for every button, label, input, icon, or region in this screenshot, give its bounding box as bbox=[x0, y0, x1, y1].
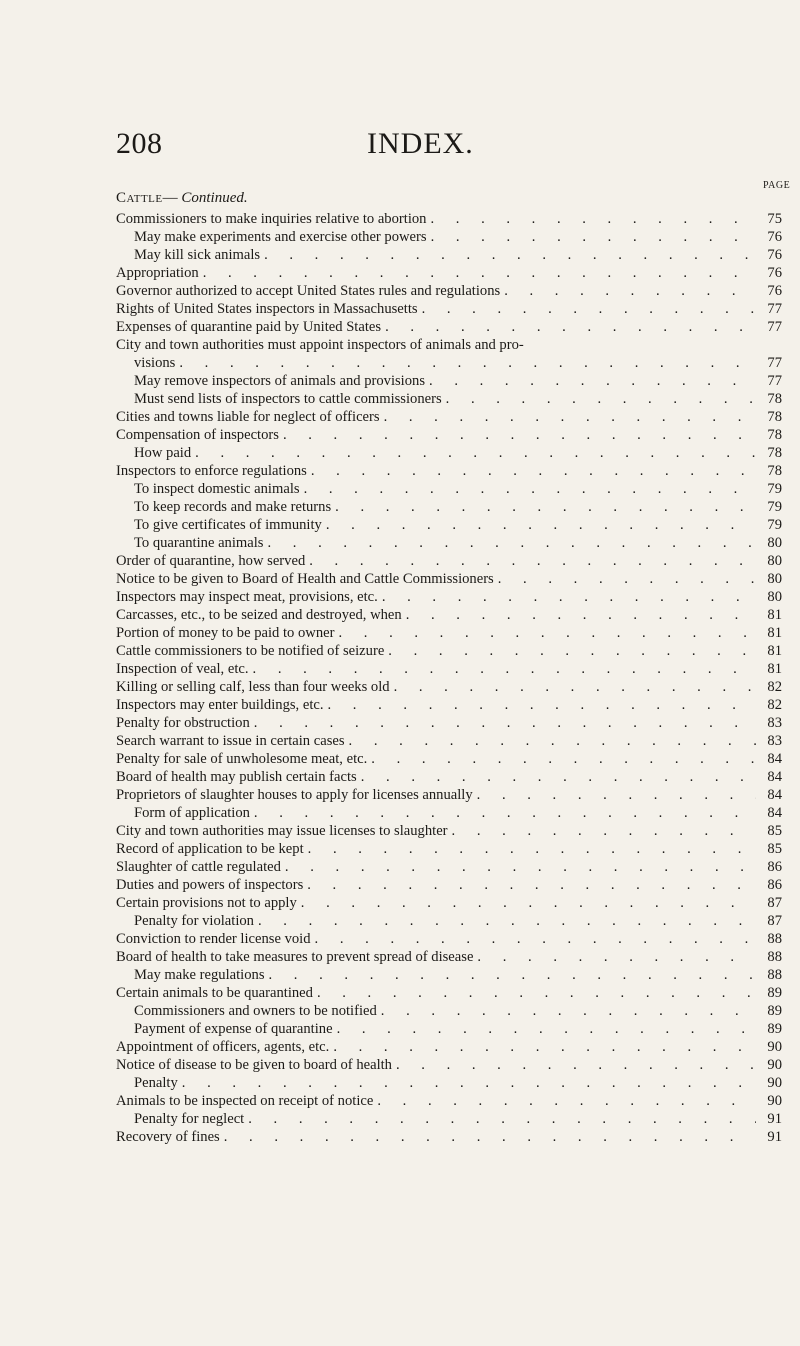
entry-text: May kill sick animals bbox=[134, 247, 261, 263]
entry-page-number: 85 bbox=[767, 823, 782, 839]
dot-leader bbox=[303, 876, 756, 894]
entry-text: Cattle commissioners to be notified of seizure bbox=[116, 643, 385, 659]
dot-leader bbox=[250, 804, 756, 822]
index-entry bbox=[116, 570, 782, 588]
index-entry bbox=[116, 372, 782, 390]
index-entry bbox=[116, 930, 782, 948]
entry-text: Penalty for sale of unwholesome meat, etc. bbox=[116, 751, 368, 767]
dot-leader bbox=[427, 228, 756, 246]
dot-leader bbox=[373, 1092, 756, 1110]
index-entry bbox=[116, 912, 782, 930]
dot-leader bbox=[402, 606, 756, 624]
entry-text: Payment of expense of quarantine bbox=[134, 1021, 333, 1037]
dot-leader bbox=[380, 408, 756, 426]
index-entry bbox=[116, 390, 782, 408]
dot-leader bbox=[331, 498, 756, 516]
index-entry bbox=[116, 246, 782, 264]
entry-page-number: 78 bbox=[767, 463, 782, 479]
entry-text: Appropriation bbox=[116, 265, 199, 281]
entry-page-number: 80 bbox=[767, 535, 782, 551]
index-entry bbox=[116, 840, 782, 858]
entry-page-number: 80 bbox=[767, 553, 782, 569]
entry-page-number: 87 bbox=[767, 913, 782, 929]
entry-text: Rights of United States inspectors in Massachusetts bbox=[116, 301, 418, 317]
index-entry bbox=[116, 786, 782, 804]
index-entry bbox=[116, 714, 782, 732]
dot-leader bbox=[473, 786, 756, 804]
section-heading-main: Cattle bbox=[116, 190, 163, 206]
entry-page-number: 88 bbox=[767, 967, 782, 983]
entry-text: Commissioners to make inquiries relative to abortion bbox=[116, 211, 427, 227]
index-entry bbox=[116, 534, 782, 552]
entry-text: Board of health to take measures to prevent spread of disease bbox=[116, 949, 474, 965]
entry-text: Appointment of officers, agents, etc. bbox=[116, 1039, 330, 1055]
dot-leader bbox=[199, 264, 756, 282]
dot-leader bbox=[313, 984, 756, 1002]
entry-text: Board of health may publish certain facts bbox=[116, 769, 357, 785]
entry-page-number: 84 bbox=[767, 751, 782, 767]
entry-text: To give certificates of immunity bbox=[134, 517, 322, 533]
entry-page-number: 83 bbox=[767, 733, 782, 749]
index-entry bbox=[116, 498, 782, 516]
entry-page-number: 84 bbox=[767, 769, 782, 785]
index-entry bbox=[116, 768, 782, 786]
dot-leader bbox=[324, 696, 757, 714]
dot-leader bbox=[418, 300, 756, 318]
entry-text: Cities and towns liable for neglect of officers bbox=[116, 409, 380, 425]
dot-leader bbox=[175, 354, 756, 372]
dot-leader bbox=[448, 822, 756, 840]
dot-leader bbox=[250, 714, 756, 732]
dot-leader bbox=[254, 912, 756, 930]
entry-text: Inspectors may inspect meat, provisions, etc. bbox=[116, 589, 378, 605]
dot-leader bbox=[392, 1056, 756, 1074]
entry-page-number: 80 bbox=[767, 571, 782, 587]
entry-page-number: 87 bbox=[767, 895, 782, 911]
index-entries bbox=[116, 210, 782, 1146]
index-entry bbox=[116, 210, 782, 228]
index-entry bbox=[116, 750, 782, 768]
section-heading bbox=[116, 190, 248, 207]
entry-page-number: 86 bbox=[767, 877, 782, 893]
entry-page-number: 77 bbox=[767, 355, 782, 371]
dot-leader bbox=[279, 426, 756, 444]
dot-leader bbox=[300, 480, 756, 498]
index-entry bbox=[116, 894, 782, 912]
index-entry bbox=[116, 1092, 782, 1110]
dot-leader bbox=[322, 516, 756, 534]
entry-text: Proprietors of slaughter houses to apply for licenses annually bbox=[116, 787, 473, 803]
dot-leader bbox=[191, 444, 756, 462]
entry-page-number: 76 bbox=[767, 265, 782, 281]
entry-text: Notice to be given to Board of Health and Cattle Commissioners bbox=[116, 571, 494, 587]
entry-text: Animals to be inspected on receipt of notice bbox=[116, 1093, 374, 1109]
entry-text: Penalty for neglect bbox=[134, 1111, 245, 1127]
entry-page-number: 88 bbox=[767, 931, 782, 947]
entry-text: Recovery of fines bbox=[116, 1129, 220, 1145]
dot-leader bbox=[473, 948, 756, 966]
entry-page-number: 79 bbox=[767, 481, 782, 497]
index-entry bbox=[116, 1128, 782, 1146]
dot-leader bbox=[263, 534, 756, 552]
entry-text: To inspect domestic animals bbox=[134, 481, 300, 497]
index-entry bbox=[116, 264, 782, 282]
index-entry bbox=[116, 606, 782, 624]
entry-page-number: 81 bbox=[767, 607, 782, 623]
entry-page-number: 79 bbox=[767, 499, 782, 515]
dot-leader bbox=[311, 930, 756, 948]
entry-page-number: 79 bbox=[767, 517, 782, 533]
entry-text: May make experiments and exercise other powers bbox=[134, 229, 427, 245]
entry-text: May make regulations bbox=[134, 967, 265, 983]
dot-leader bbox=[442, 390, 756, 408]
entry-text: visions bbox=[134, 355, 176, 371]
entry-text: City and town authorities may issue licenses to slaughter bbox=[116, 823, 448, 839]
entry-page-number: 77 bbox=[767, 373, 782, 389]
entry-text: Compensation of inspectors bbox=[116, 427, 279, 443]
index-entry bbox=[116, 228, 782, 246]
entry-page-number: 77 bbox=[767, 301, 782, 317]
entry-page-number: 90 bbox=[767, 1075, 782, 1091]
index-entry bbox=[116, 678, 782, 696]
entry-page-number: 89 bbox=[767, 1021, 782, 1037]
entry-text: To quarantine animals bbox=[134, 535, 264, 551]
entry-text: Inspection of veal, etc. bbox=[116, 661, 249, 677]
index-entry bbox=[116, 444, 782, 462]
section-heading-continued: Continued. bbox=[181, 190, 248, 206]
index-entry bbox=[116, 1110, 782, 1128]
entry-page-number: 81 bbox=[767, 661, 782, 677]
entry-page-number: 78 bbox=[767, 445, 782, 461]
entry-page-number: 82 bbox=[767, 697, 782, 713]
dot-leader bbox=[377, 1002, 756, 1020]
entry-text: Expenses of quarantine paid by United States bbox=[116, 319, 382, 335]
entry-page-number: 81 bbox=[767, 643, 782, 659]
entry-page-number: 90 bbox=[767, 1039, 782, 1055]
index-entry bbox=[116, 516, 782, 534]
index-entry bbox=[116, 480, 782, 498]
dot-leader bbox=[329, 1038, 756, 1056]
entry-page-number: 78 bbox=[767, 409, 782, 425]
entry-page-number: 91 bbox=[767, 1129, 782, 1145]
dot-leader bbox=[357, 768, 756, 786]
index-entry bbox=[116, 282, 782, 300]
index-entry bbox=[116, 624, 782, 642]
entry-text: Inspectors to enforce regulations bbox=[116, 463, 307, 479]
dot-leader bbox=[381, 318, 756, 336]
entry-page-number: 83 bbox=[767, 715, 782, 731]
entry-page-number: 76 bbox=[767, 247, 782, 263]
index-entry bbox=[116, 642, 782, 660]
entry-page-number: 90 bbox=[767, 1057, 782, 1073]
dot-leader bbox=[494, 570, 756, 588]
entry-page-number: 82 bbox=[767, 679, 782, 695]
entry-page-number: 90 bbox=[767, 1093, 782, 1109]
index-entry bbox=[116, 354, 782, 372]
index-entry bbox=[116, 732, 782, 750]
entry-text: Carcasses, etc., to be seized and destroyed, when bbox=[116, 607, 402, 623]
index-entry bbox=[116, 858, 782, 876]
entry-text: Order of quarantine, how served bbox=[116, 553, 306, 569]
entry-text: Inspectors may enter buildings, etc. bbox=[116, 697, 324, 713]
index-entry bbox=[116, 876, 782, 894]
entry-text: Governor authorized to accept United States rules and regulations bbox=[116, 283, 501, 299]
index-entry bbox=[116, 660, 782, 678]
entry-text: To keep records and make returns bbox=[134, 499, 332, 515]
entry-text: City and town authorities must appoint inspectors of animals and pro- bbox=[116, 337, 524, 353]
entry-text: Slaughter of cattle regulated bbox=[116, 859, 281, 875]
entry-text: Certain animals to be quarantined bbox=[116, 985, 313, 1001]
index-entry bbox=[116, 1002, 782, 1020]
dot-leader bbox=[425, 372, 756, 390]
entry-text: Penalty for obstruction bbox=[116, 715, 250, 731]
index-entry bbox=[116, 318, 782, 336]
section-heading-dash: — bbox=[162, 190, 182, 206]
dot-leader bbox=[244, 1110, 756, 1128]
index-entry bbox=[116, 948, 782, 966]
entry-text: Notice of disease to be given to board of health bbox=[116, 1057, 392, 1073]
index-entry bbox=[116, 552, 782, 570]
entry-page-number: 76 bbox=[767, 229, 782, 245]
index-entry bbox=[116, 1056, 782, 1074]
index-entry bbox=[116, 804, 782, 822]
entry-page-number: 85 bbox=[767, 841, 782, 857]
entry-page-number: 89 bbox=[767, 985, 782, 1001]
dot-leader bbox=[390, 678, 756, 696]
dot-leader bbox=[384, 642, 756, 660]
entry-page-number: 77 bbox=[767, 319, 782, 335]
dot-leader bbox=[378, 588, 756, 606]
index-entry bbox=[116, 336, 782, 354]
dot-leader bbox=[281, 858, 756, 876]
dot-leader bbox=[178, 1074, 756, 1092]
dot-leader bbox=[500, 282, 756, 300]
dot-leader bbox=[304, 840, 756, 858]
entry-text: Penalty for violation bbox=[134, 913, 254, 929]
index-entry bbox=[116, 822, 782, 840]
entry-page-number: 80 bbox=[767, 589, 782, 605]
entry-text: Portion of money to be paid to owner bbox=[116, 625, 335, 641]
dot-leader bbox=[307, 462, 756, 480]
index-entry bbox=[116, 300, 782, 318]
entry-text: Must send lists of inspectors to cattle commissioners bbox=[134, 391, 442, 407]
entry-page-number: 84 bbox=[767, 787, 782, 803]
dot-leader bbox=[260, 246, 756, 264]
entry-text: How paid bbox=[134, 445, 192, 461]
dot-leader bbox=[334, 624, 756, 642]
index-entry bbox=[116, 426, 782, 444]
dot-leader bbox=[297, 894, 756, 912]
entry-page-number: 78 bbox=[767, 391, 782, 407]
page-header bbox=[0, 127, 800, 167]
running-title: INDEX. bbox=[367, 127, 474, 160]
index-entry bbox=[116, 966, 782, 984]
dot-leader bbox=[265, 966, 757, 984]
dot-leader bbox=[305, 552, 756, 570]
entry-page-number: 91 bbox=[767, 1111, 782, 1127]
entry-text: Killing or selling calf, less than four weeks old bbox=[116, 679, 390, 695]
entry-page-number: 86 bbox=[767, 859, 782, 875]
dot-leader bbox=[367, 750, 756, 768]
index-entry bbox=[116, 696, 782, 714]
index-entry bbox=[116, 1020, 782, 1038]
entry-page-number: 76 bbox=[767, 283, 782, 299]
index-entry bbox=[116, 1038, 782, 1056]
index-entry bbox=[116, 588, 782, 606]
dot-leader bbox=[345, 732, 756, 750]
entry-text: Search warrant to issue in certain cases bbox=[116, 733, 345, 749]
entry-text: Duties and powers of inspectors bbox=[116, 877, 304, 893]
index-entry bbox=[116, 1074, 782, 1092]
index-entry bbox=[116, 984, 782, 1002]
entry-page-number: 89 bbox=[767, 1003, 782, 1019]
dot-leader bbox=[220, 1128, 756, 1146]
entry-text: Conviction to render license void bbox=[116, 931, 311, 947]
entry-page-number: 75 bbox=[767, 211, 782, 227]
dot-leader bbox=[333, 1020, 756, 1038]
index-entry bbox=[116, 408, 782, 426]
dot-leader bbox=[249, 660, 756, 678]
entry-page-number: 81 bbox=[767, 625, 782, 641]
entry-text: Form of application bbox=[134, 805, 250, 821]
entry-text: Commissioners and owners to be notified bbox=[134, 1003, 377, 1019]
page-number: 208 bbox=[116, 127, 163, 160]
entry-text: May remove inspectors of animals and provisions bbox=[134, 373, 426, 389]
entry-page-number: 84 bbox=[767, 805, 782, 821]
entry-text: Record of application to be kept bbox=[116, 841, 304, 857]
entry-page-number: 78 bbox=[767, 427, 782, 443]
entry-text: Certain provisions not to apply bbox=[116, 895, 297, 911]
page-column-label: PAGE bbox=[763, 180, 791, 191]
dot-leader bbox=[426, 210, 756, 228]
entry-text: Penalty bbox=[134, 1075, 178, 1091]
entry-page-number: 88 bbox=[767, 949, 782, 965]
index-entry bbox=[116, 462, 782, 480]
